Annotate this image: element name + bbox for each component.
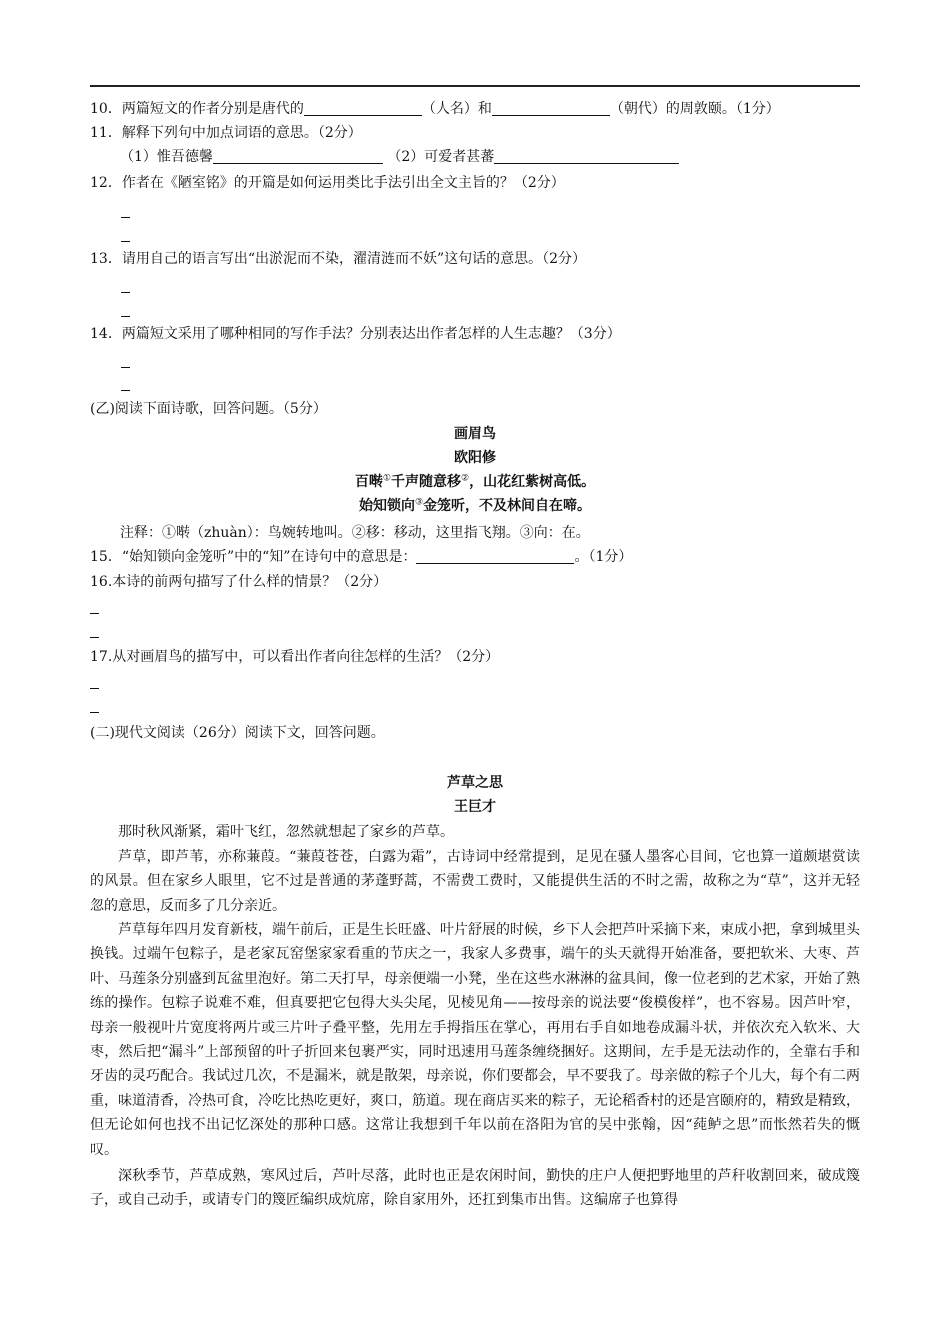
answer-line[interactable] bbox=[121, 367, 130, 368]
answer-line[interactable] bbox=[90, 712, 99, 713]
poem-title: 画眉鸟 bbox=[454, 426, 496, 442]
poem-text: 始知锁向 bbox=[358, 498, 415, 514]
article-author: 王巨才 bbox=[454, 799, 496, 815]
answer-line[interactable] bbox=[121, 241, 130, 242]
question-15 bbox=[90, 548, 632, 566]
question-17: 17.从对画眉鸟的描写中，可以看出作者向往怎样的生活？（2分） bbox=[90, 649, 500, 665]
question-11-item-2: （2）可爱者甚蕃 bbox=[387, 149, 495, 165]
section-two-heading: (二)现代文阅读（26分）阅读下文，回答问题。 bbox=[90, 725, 385, 741]
answer-line[interactable] bbox=[121, 217, 130, 218]
question-10-text: 10．两篇短文的作者分别是唐代的 bbox=[90, 101, 304, 117]
poem-text: 金笼听，不及林间自在啼。 bbox=[423, 498, 592, 514]
question-16: 16.本诗的前两句描写了什么样的情景？（2分） bbox=[90, 574, 388, 590]
question-14: 14．两篇短文采用了哪种相同的写作手法？分别表达出作者怎样的人生志趣？（3分） bbox=[90, 326, 621, 342]
answer-blank-11-2[interactable] bbox=[494, 149, 679, 164]
answer-blank-person[interactable] bbox=[304, 101, 422, 116]
answer-blank-15[interactable] bbox=[416, 549, 574, 564]
question-11-items bbox=[120, 148, 679, 166]
question-11-item-1: （1）惟吾德馨 bbox=[120, 149, 213, 165]
question-10-text-end: （朝代）的周敦颐。（1分） bbox=[609, 101, 780, 117]
answer-line[interactable] bbox=[90, 688, 99, 689]
footnote-marker: ③ bbox=[414, 497, 424, 508]
top-rule bbox=[90, 85, 860, 87]
footnote-marker: ① bbox=[382, 473, 391, 484]
answer-line[interactable] bbox=[90, 613, 99, 614]
section-b-heading: (乙)阅读下面诗歌，回答问题。（5分） bbox=[90, 401, 327, 417]
poem-text: 千声随意移 bbox=[391, 474, 461, 490]
question-15-text: 15．“始知锁向金笼听”中的“知”在诗句中的意思是： bbox=[90, 549, 417, 565]
article-paragraph-1: 那时秋风渐紧，霜叶飞红，忽然就想起了家乡的芦草。 bbox=[118, 824, 454, 840]
article-paragraph-2: 芦草，即芦苇，亦称蒹葭。“蒹葭苍苍，白露为霜”，古诗词中经常提到，足见在骚人墨客心目间，它也算一道颇堪赏读的风景。但在家乡人眼里，它不过是普通的茅蓬野蒿，不需费工费时，又能提供生活的不时之需，故称之为“草”，这并无轻忽的意思，反而多了几分亲近。 bbox=[90, 849, 860, 914]
question-13: 13．请用自己的语言写出“出淤泥而不染，濯清涟而不妖”这句话的意思。（2分） bbox=[90, 251, 587, 267]
article-title: 芦草之思 bbox=[447, 775, 503, 791]
poem-notes: 注释：①啭（zhuàn）：鸟婉转地叫。②移：移动，这里指飞翔。③向：在。 bbox=[120, 525, 590, 541]
answer-line[interactable] bbox=[121, 390, 130, 391]
poem-line-1 bbox=[90, 472, 860, 492]
question-11: 11．解释下列句中加点词语的意思。（2分） bbox=[90, 125, 362, 141]
article-paragraph-3: 芦草每年四月发育新枝，端午前后，正是生长旺盛、叶片舒展的时候，乡下人会把芦叶采摘下来，束成小把，拿到城里头换钱。过端午包粽子，是老家瓦窑堡家家看重的节庆之一，我家人多费事，端午的头天就得开始准备，要把软米、大枣、芦叶、马莲条分别盛到瓦盆里泡好。第二天打早，母亲便端一小凳，坐在这些水淋淋的盆具间，像一位老到的艺术家，开始了熟练的操作。包粽子说难不难，但真要把它包得大头尖尾，见棱见角——按母亲的说法要“俊模俊样”，也不容易。因芦叶窄，母亲一般视叶片宽度将两片或三片叶子叠平整，先用左手拇指压在掌心，再用右手自如地卷成漏斗状，并依次充入软米、大枣，然后把“漏斗”上部预留的叶子折回来包裹严实，同时迅速用马莲条缠绕捆好。这期间，左手是无法动作的，全靠右手和牙齿的灵巧配合。我试过几次，不是漏米，就是散架，母亲说，你们要都会，早不要我了。母亲做的粽子个儿大，每个有二两重，味道清香，冷热可食，冷吃比热吃更好，爽口，筋道。现在商店买来的粽子，无论稻香村的还是宫颐府的，精致是精致，但无论如何也找不出记忆深处的那种口感。这常让我想到千年以前在洛阳为官的吴中张翰，因“莼鲈之思”而怅然若失的慨叹。 bbox=[90, 922, 860, 1158]
question-10 bbox=[90, 100, 780, 118]
answer-blank-11-1[interactable] bbox=[213, 149, 383, 164]
poem-line-2 bbox=[90, 496, 860, 516]
poem-text: 百啭 bbox=[354, 474, 383, 490]
answer-line[interactable] bbox=[121, 292, 130, 293]
question-15-text-end: 。（1分） bbox=[574, 549, 633, 565]
question-10-text-mid: （人名）和 bbox=[421, 101, 492, 117]
poem-author: 欧阳修 bbox=[454, 450, 496, 466]
article-paragraph-4: 深秋季节，芦草成熟，寒风过后，芦叶尽落，此时也正是农闲时间，勤快的庄户人便把野地里的芦秆收割回来，破成篾子，或自己动手，或请专门的篾匠编织成炕席，除自家用外，还扛到集市出售。这编席子也算得 bbox=[90, 1168, 860, 1209]
question-12: 12．作者在《陋室铭》的开篇是如何运用类比手法引出全文主旨的？（2分） bbox=[90, 175, 565, 191]
footnote-marker: ② bbox=[461, 473, 470, 484]
poem-text: ，山花红紫树高低。 bbox=[469, 474, 596, 490]
answer-line[interactable] bbox=[90, 637, 99, 638]
answer-line[interactable] bbox=[121, 316, 130, 317]
answer-blank-dynasty[interactable] bbox=[492, 101, 610, 116]
